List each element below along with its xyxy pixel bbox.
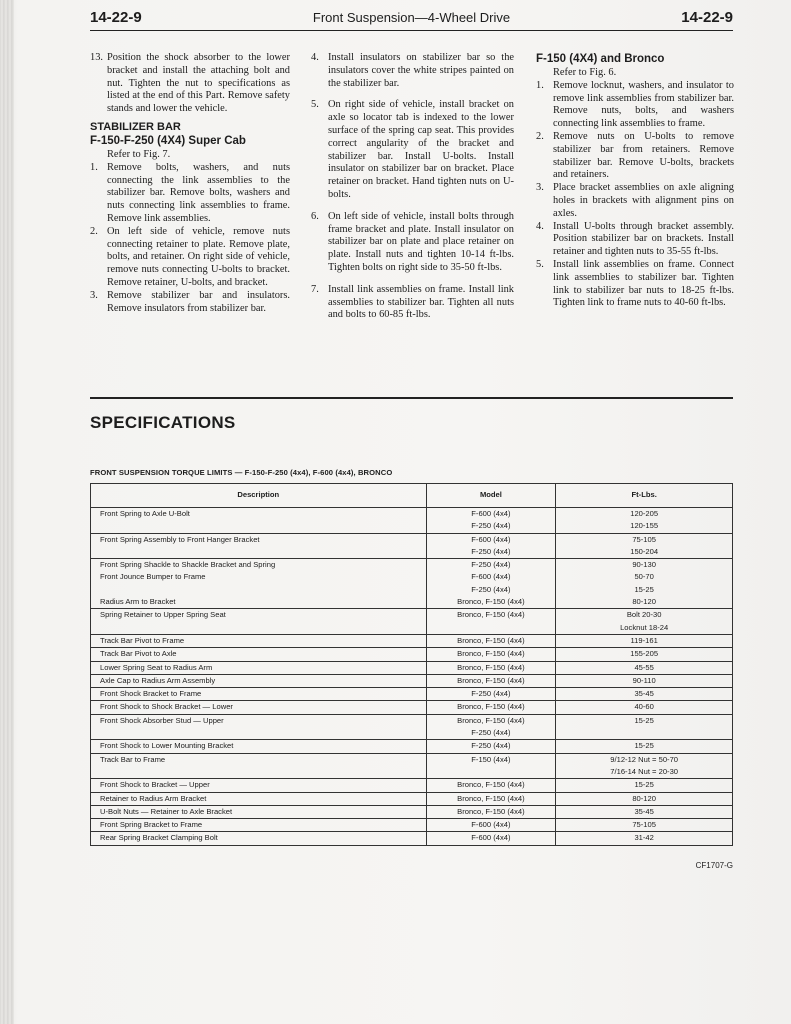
torque-table-title: FRONT SUSPENSION TORQUE LIMITS — F-150-F-250 (4x4), F-600 (4x4), BRONCO — [90, 468, 393, 477]
description-cell — [91, 661, 427, 674]
ftlbs-cell — [556, 792, 733, 805]
section-divider — [90, 397, 733, 399]
step-number: 5. — [311, 99, 319, 111]
step-number: 3. — [536, 182, 544, 194]
procedure-step — [311, 284, 514, 322]
page-number-right: 14-22-9 — [681, 9, 733, 26]
ftlbs-cell — [556, 571, 733, 596]
description-cell — [91, 571, 427, 596]
description-cell-line — [100, 546, 426, 558]
step-text: Remove nuts on U-bolts to remove stabilizer bar from retainers. Remove stabilizer bar. Remove U-bolts, brackets and retainers. — [553, 130, 734, 181]
description-cell-line: Lower Spring Seat to Radius Arm — [100, 662, 213, 672]
ftlbs-cell — [556, 674, 733, 687]
ftlbs-cell-line: Locknut 18-24 — [620, 622, 669, 632]
model-cell-line: F-600 (4x4) — [471, 820, 511, 830]
table-row — [91, 688, 733, 701]
procedure-step — [90, 290, 290, 316]
ftlbs-cell-line: 120-155 — [630, 521, 659, 531]
model-cell-line: Bronco, F-150 (4x4) — [457, 715, 525, 725]
model-cell-line: F-600 (4x4) — [471, 833, 511, 843]
ftlbs-cell-line: 15-25 — [634, 584, 654, 594]
description-cell-line: Rear Spring Bracket Clamping Bolt — [100, 833, 218, 843]
page-header — [90, 6, 733, 31]
model-cell — [426, 714, 556, 740]
model-cell-line: Bronco, F-150 (4x4) — [457, 793, 525, 803]
step-number: 7. — [311, 283, 319, 295]
ftlbs-cell-line: 75-105 — [632, 820, 656, 830]
model-cell-line: F-150 (4x4) — [471, 754, 511, 764]
model-cell — [426, 701, 556, 714]
ftlbs-cell — [556, 609, 733, 635]
model-cell — [426, 779, 556, 792]
ftlbs-cell-line: 35-45 — [634, 689, 654, 699]
procedure-step — [536, 221, 734, 259]
model-cell-line: F-600 (4x4) — [471, 534, 511, 544]
model-cell-line: Bronco, F-150 (4x4) — [457, 675, 525, 685]
ftlbs-cell-line: 75-105 — [632, 534, 656, 544]
procedure-step — [536, 182, 734, 220]
text-column-3 — [536, 52, 734, 310]
figure-code: CF1707-G — [695, 861, 733, 870]
description-cell-line: Front Shock to Lower Mounting Bracket — [100, 741, 234, 751]
model-cell-line: F-250 (4x4) — [471, 741, 511, 751]
model-cell-line: Bronco, F-150 (4x4) — [457, 702, 525, 712]
description-cell — [91, 648, 427, 661]
table-row — [91, 740, 733, 753]
description-cell-line: Front Spring Bracket to Frame — [100, 820, 203, 830]
procedure-step — [311, 99, 514, 201]
torque-limits-table — [90, 483, 733, 846]
step-text: Install U-bolts through bracket assembly. Position stabilizer bar on brackets. Install retainer and tighten nuts to 35-55 ft-lbs. — [553, 220, 734, 258]
table-row — [91, 805, 733, 818]
table-row — [91, 701, 733, 714]
description-cell — [91, 740, 427, 753]
model-cell-line: F-250 (4x4) — [471, 689, 511, 699]
table-header-row — [91, 484, 733, 508]
ftlbs-cell-line — [556, 727, 732, 739]
table-row — [91, 714, 733, 740]
step-number: 13. — [90, 52, 103, 63]
ftlbs-cell — [556, 701, 733, 714]
table-row — [91, 779, 733, 792]
description-cell-line: Front Spring Assembly to Front Hanger Bracket — [100, 534, 260, 544]
column-header-description: Description — [91, 484, 427, 508]
ftlbs-cell — [556, 688, 733, 701]
ftlbs-cell-line: 90-110 — [632, 675, 656, 685]
column-header-ftlbs: Ft-Lbs. — [556, 484, 733, 508]
step-text: On left side of vehicle, remove nuts connecting retainer to plate. Remove plate, bolts, and retainer. On right side of vehicle, remove nuts connecting U-bolts to bracket. Remove retainer, U-bolts, and bracket. — [107, 225, 290, 288]
ftlbs-cell-line: 120-205 — [630, 509, 659, 518]
description-cell — [91, 634, 427, 647]
model-cell — [426, 819, 556, 832]
model-cell — [426, 596, 556, 609]
specifications-heading: SPECIFICATIONS — [90, 413, 236, 432]
description-cell-line: Track Bar Pivot to Frame — [100, 635, 185, 645]
model-cell — [426, 634, 556, 647]
table-row — [91, 508, 733, 534]
model-cell-line: Bronco, F-150 (4x4) — [457, 780, 525, 790]
step-text: On left side of vehicle, install bolts through frame bracket and plate. Install insulator on stabilizer bar on plate and place retainer on plate. Install nuts and tighten 10-14 ft-lbs. Tighten bolts on right side to 35-50 ft-lbs. — [328, 210, 514, 273]
ftlbs-cell-line: 15-25 — [634, 715, 654, 725]
table-row — [91, 832, 733, 845]
model-cell-line: Bronco, F-150 (4x4) — [457, 649, 525, 659]
subsection-heading: F-150-F-250 (4X4) Super Cab — [90, 134, 246, 147]
model-cell-line — [427, 766, 556, 778]
figure-reference: Refer to Fig. 6. — [553, 67, 617, 78]
text-column-2 — [311, 52, 514, 331]
step-number: 3. — [90, 289, 98, 301]
step-text: On right side of vehicle, install bracket on axle so locator tab is indexed to the lower surface of the spring cap seat. This provides correct angularity of the bracket and stabilizer bar. Install U-bolts. Install insulator on stabilizer bar on bracket. Place retainer on bracket. Hand tighten nuts on U-bolts. — [328, 99, 514, 200]
description-cell — [91, 792, 427, 805]
page-binding-edge — [0, 0, 14, 1024]
description-cell-line: Front Jounce Bumper to Frame — [100, 572, 206, 582]
ftlbs-cell — [556, 559, 733, 572]
ftlbs-cell-line: 119-161 — [630, 635, 658, 645]
table-row — [91, 661, 733, 674]
description-cell — [91, 609, 427, 635]
model-cell — [426, 559, 556, 572]
description-cell-line: Radius Arm to Bracket — [100, 597, 176, 607]
table-row — [91, 533, 733, 559]
table-row — [91, 674, 733, 687]
model-cell-line: Bronco, F-150 (4x4) — [457, 610, 525, 620]
model-cell — [426, 533, 556, 559]
description-cell — [91, 819, 427, 832]
description-cell — [91, 533, 427, 559]
description-cell — [91, 805, 427, 818]
step-number: 6. — [311, 210, 319, 222]
procedure-step — [90, 226, 290, 290]
step-number: 1. — [90, 161, 98, 173]
step-text: Remove stabilizer bar and insulators. Remove insulators from stabilizer bar. — [107, 289, 290, 314]
ftlbs-cell — [556, 508, 733, 534]
table-row — [91, 792, 733, 805]
model-cell — [426, 571, 556, 596]
step-text: Install link assemblies on frame. Connect link assemblies to stabilizer bar. Tighten link to stabilizer bar nuts to 18-25 ft-lbs. Tighten link to frame nuts to 40-60 ft-lbs. — [553, 258, 734, 309]
description-cell — [91, 559, 427, 572]
model-cell-line: F-250 (4x4) — [471, 584, 511, 594]
ftlbs-cell-line: 80-120 — [632, 793, 656, 803]
model-cell-line: F-250 (4x4) — [471, 546, 511, 556]
step-text: Place bracket assemblies on axle aligning holes in brackets with alignment pins on axles. — [553, 182, 734, 219]
model-cell — [426, 508, 556, 534]
step-number: 4. — [311, 52, 319, 63]
ftlbs-cell — [556, 596, 733, 609]
ftlbs-cell-line: 15-25 — [634, 780, 654, 790]
step-text: Remove locknut, washers, and insulator to remove link assemblies from stabilizer bar. Remove nuts, bolts, and washers connecting link assemblies to frame. — [553, 79, 734, 130]
model-cell-line: F-250 (4x4) — [471, 521, 511, 531]
description-cell — [91, 701, 427, 714]
model-cell — [426, 792, 556, 805]
description-cell-line: Front Spring Shackle to Shackle Bracket and Spring — [100, 560, 276, 570]
table-row — [91, 634, 733, 647]
subsection-heading: F-150 (4X4) and Bronco — [536, 53, 665, 65]
model-cell-line — [427, 622, 556, 634]
procedure-step — [536, 80, 734, 131]
description-cell — [91, 832, 427, 845]
description-cell — [91, 753, 427, 779]
table-row — [91, 609, 733, 635]
ftlbs-cell-line: 50-70 — [634, 572, 654, 582]
model-cell-line: Bronco, F-150 (4x4) — [457, 806, 525, 816]
model-cell-line: Bronco, F-150 (4x4) — [457, 635, 525, 645]
step-text: Position the shock absorber to the lower bracket and install the attaching bolt and nut. Tighten the nut to specifications as listed at the end of this Part. Remove safety stands and lower the vehicle. — [107, 52, 290, 115]
ftlbs-cell — [556, 753, 733, 779]
model-cell — [426, 688, 556, 701]
description-cell-line: Front Shock to Bracket — Upper — [100, 780, 210, 790]
procedure-step — [90, 162, 290, 226]
ftlbs-cell — [556, 832, 733, 845]
step-text: Install link assemblies on frame. Install link assemblies to stabilizer bar. Tighten all nuts and bolts to 60-85 ft-lbs. — [328, 283, 514, 321]
ftlbs-cell — [556, 648, 733, 661]
figure-reference: Refer to Fig. 7. — [107, 148, 171, 160]
text-column-1 — [90, 52, 290, 315]
description-cell — [91, 508, 427, 534]
model-cell — [426, 805, 556, 818]
ftlbs-cell — [556, 740, 733, 753]
ftlbs-cell — [556, 714, 733, 740]
description-cell-line — [100, 520, 426, 532]
model-cell-line: F-600 (4x4) — [471, 572, 511, 582]
procedure-step — [311, 211, 514, 275]
page-number-left: 14-22-9 — [90, 9, 142, 26]
table-row — [91, 648, 733, 661]
description-cell — [91, 714, 427, 740]
table-row — [91, 753, 733, 779]
ftlbs-cell-line: Bolt 20-30 — [626, 610, 662, 620]
procedure-step — [311, 52, 514, 90]
description-cell — [91, 596, 427, 609]
step-number: 2. — [536, 130, 544, 142]
model-cell — [426, 661, 556, 674]
step-number: 1. — [536, 79, 544, 91]
procedure-step — [536, 259, 734, 310]
table-row — [91, 559, 733, 572]
ftlbs-cell-line: 15-25 — [634, 741, 654, 751]
description-cell-line: U-Bolt Nuts — Retainer to Axle Bracket — [100, 806, 233, 816]
ftlbs-cell-line: 90-130 — [632, 560, 656, 570]
description-cell-line: Spring Retainer to Upper Spring Seat — [100, 610, 226, 620]
step-number: 4. — [536, 220, 544, 232]
ftlbs-cell-line: 7/16-14 Nut = 20-30 — [610, 766, 679, 776]
table-row — [91, 596, 733, 609]
model-cell — [426, 832, 556, 845]
ftlbs-cell-line: 155-205 — [630, 649, 659, 659]
model-cell-line: F-250 (4x4) — [471, 560, 511, 570]
description-cell-line: Front Shock Absorber Stud — Upper — [100, 715, 224, 725]
description-cell-line: Track Bar Pivot to Axle — [100, 649, 177, 659]
model-cell — [426, 740, 556, 753]
ftlbs-cell-line: 9/12-12 Nut = 50-70 — [610, 754, 679, 764]
ftlbs-cell-line: 35-45 — [634, 806, 654, 816]
section-heading: STABILIZER BAR — [90, 120, 181, 133]
ftlbs-cell — [556, 805, 733, 818]
step-text: Install insulators on stabilizer bar so the insulators cover the white stripes painted on the stabilizer bar. — [328, 52, 514, 89]
description-cell-line — [100, 766, 426, 778]
description-cell-line — [100, 584, 426, 596]
description-cell-line: Front Spring to Axle U-Bolt — [100, 509, 190, 518]
ftlbs-cell — [556, 779, 733, 792]
step-number: 2. — [90, 225, 98, 237]
description-cell-line: Track Bar to Frame — [100, 754, 166, 764]
ftlbs-cell — [556, 533, 733, 559]
step-number: 5. — [536, 258, 544, 270]
model-cell — [426, 609, 556, 635]
description-cell-line: Axle Cap to Radius Arm Assembly — [100, 675, 216, 685]
ftlbs-cell — [556, 819, 733, 832]
description-cell-line: Retainer to Radius Arm Bracket — [100, 793, 207, 803]
step-text: Remove bolts, washers, and nuts connecting the link assemblies to the stabilizer bar. Remove bolts, washers and nuts connecting link assemblies to frame. Remove link assemblies. — [107, 161, 290, 224]
ftlbs-cell — [556, 661, 733, 674]
torque-table-body — [91, 508, 733, 846]
model-cell-line: Bronco, F-150 (4x4) — [457, 597, 525, 607]
model-cell-line: F-600 (4x4) — [471, 509, 511, 518]
model-cell-line: F-250 (4x4) — [471, 728, 511, 738]
model-cell-line: Bronco, F-150 (4x4) — [457, 662, 525, 672]
procedure-step — [90, 52, 290, 116]
model-cell — [426, 753, 556, 779]
model-cell — [426, 648, 556, 661]
ftlbs-cell-line: 150-204 — [630, 546, 659, 556]
description-cell — [91, 779, 427, 792]
ftlbs-cell-line: 45-55 — [634, 662, 654, 672]
description-cell — [91, 674, 427, 687]
column-header-model: Model — [426, 484, 556, 508]
ftlbs-cell-line: 80-120 — [632, 597, 656, 607]
ftlbs-cell — [556, 634, 733, 647]
page-header-title: Front Suspension—4-Wheel Drive — [312, 10, 511, 25]
model-cell — [426, 674, 556, 687]
description-cell-line: Front Shock to Shock Bracket — Lower — [100, 702, 233, 712]
table-row — [91, 819, 733, 832]
description-cell-line: Front Shock Bracket to Frame — [100, 689, 202, 699]
description-cell-line — [100, 727, 426, 739]
table-row — [91, 571, 733, 596]
procedure-step — [536, 131, 734, 182]
description-cell-line — [100, 622, 426, 634]
ftlbs-cell-line: 31-42 — [634, 833, 654, 843]
ftlbs-cell-line: 40-60 — [634, 702, 654, 712]
description-cell — [91, 688, 427, 701]
